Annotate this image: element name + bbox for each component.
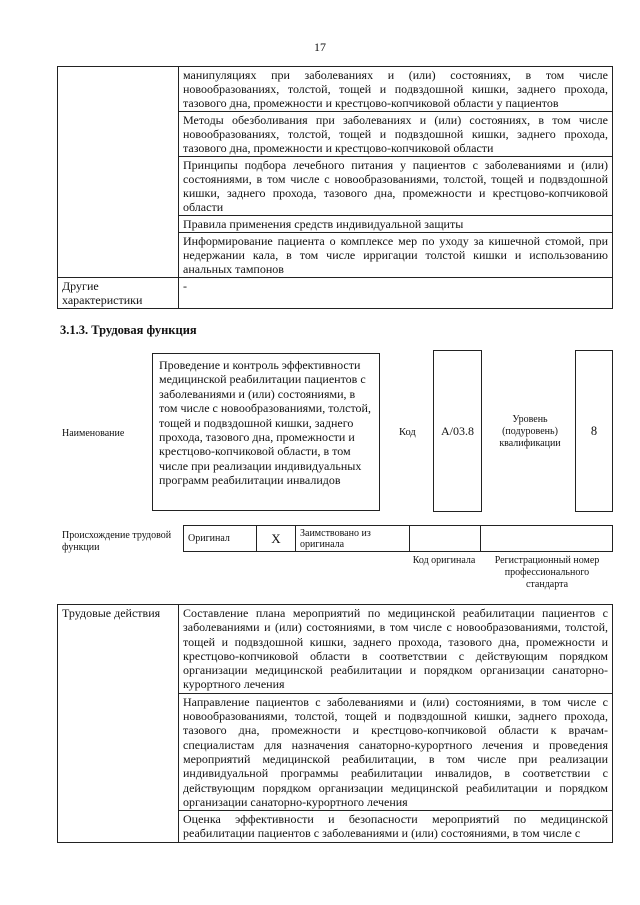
table-row <box>58 605 613 694</box>
function-name-box: Проведение и контроль эффективности медицинской реабилитации пациентов с заболеваниями и (или) состояниями, в том числе с новообразованиями, толстой, тощей и подвздошной кишки, заднего прохода, тазового дна, промежности и крестцово-копчиковой области, в том числе при реализации индивидуальных программ реабилитации инвалидов <box>152 353 380 511</box>
continuation-table <box>57 66 613 309</box>
table-row <box>184 526 613 552</box>
section-title: 3.1.3. Трудовая функция <box>60 323 197 337</box>
table-cell: манипуляциях при заболеваниях и (или) состояниях, в том числе новообразованиях, толстой, тощей и подвздошной кишки, заднего прохода, тазового дна, промежности и крестцово-копчиковой области у пациентов <box>179 67 613 112</box>
page-number: 17 <box>314 40 326 54</box>
table-cell: Информирование пациента о комплексе мер по уходу за кишечной стомой, при недержании кала, в том числе ирригации толстой кишки и использованию анальных тампонов <box>179 233 613 278</box>
original-code-caption: Код оригинала <box>412 555 476 566</box>
table-cell: Оценка эффективности и безопасности мероприятий по медицинской реабилитации пациентов с заболеваниями и (или) состояниями, в том числе с <box>179 811 613 843</box>
original-code-cell <box>410 526 481 552</box>
labor-actions-table <box>57 604 613 843</box>
origin-label: Происхождение трудовой функции <box>62 530 172 553</box>
table-cell: Составление плана мероприятий по медицинской реабилитации пациентов с заболеваниями и (или) состояниями, в том числе с новообразованиями, толстой, тощей и подвздошной кишки, заднего прохода, тазового дна, промежности и крестцово-копчиковой области в соответствии с действующим порядком организации медицинской реабилитации и порядком организации санаторно-курортного лечения <box>179 605 613 694</box>
registration-number-caption: Регистрационный номер профессионального стандарта <box>494 555 600 590</box>
code-value-box: А/03.8 <box>433 350 482 512</box>
level-value-box: 8 <box>575 350 613 512</box>
table-row <box>58 278 613 309</box>
name-label: Наименование <box>62 428 125 439</box>
original-label: Оригинал <box>184 526 257 552</box>
labor-actions-label: Трудовые действия <box>58 605 179 843</box>
code-label: Код <box>399 427 416 438</box>
borrowed-label: Заимствовано из оригинала <box>296 526 410 552</box>
origin-table <box>183 525 613 552</box>
table-cell: Правила применения средств индивидуальной защиты <box>179 216 613 233</box>
level-label: Уровень (подуровень) квалификации <box>499 414 561 449</box>
table-cell-left <box>58 67 179 278</box>
table-cell: Принципы подбора лечебного питания у пациентов с заболеваниями и (или) состояниями, в том числе с новообразованиями, толстой, тощей и подвздошной кишки, заднего прохода, тазового дна, промежности и крестцово-копчиковой области <box>179 157 613 216</box>
registration-number-cell <box>481 526 613 552</box>
other-characteristics-label: Другие характеристики <box>58 278 179 309</box>
table-row <box>58 67 613 112</box>
original-mark: X <box>257 526 296 552</box>
table-cell: Методы обезболивания при заболеваниях и (или) состояниях, в том числе новообразованиях, толстой, тощей и подвздошной кишки, заднего прохода, тазового дна, промежности и крестцово-копчиковой области <box>179 112 613 157</box>
other-characteristics-value: - <box>179 278 613 309</box>
table-cell: Направление пациентов с заболеваниями и (или) состояниями, в том числе с новообразованиями, толстой, тощей и подвздошной кишки, заднего прохода, тазового дна, промежности и крестцово-копчиковой области к врачам-специалистам для назначения санаторно-курортного лечения и проведения мероприятий медицинской реабилитации, в том числе при реализации индивидуальной программы реабилитации инвалидов, в соответствии с действующим порядком организации медицинской реабилитации и порядком организации санаторно-курортного лечения <box>179 693 613 810</box>
